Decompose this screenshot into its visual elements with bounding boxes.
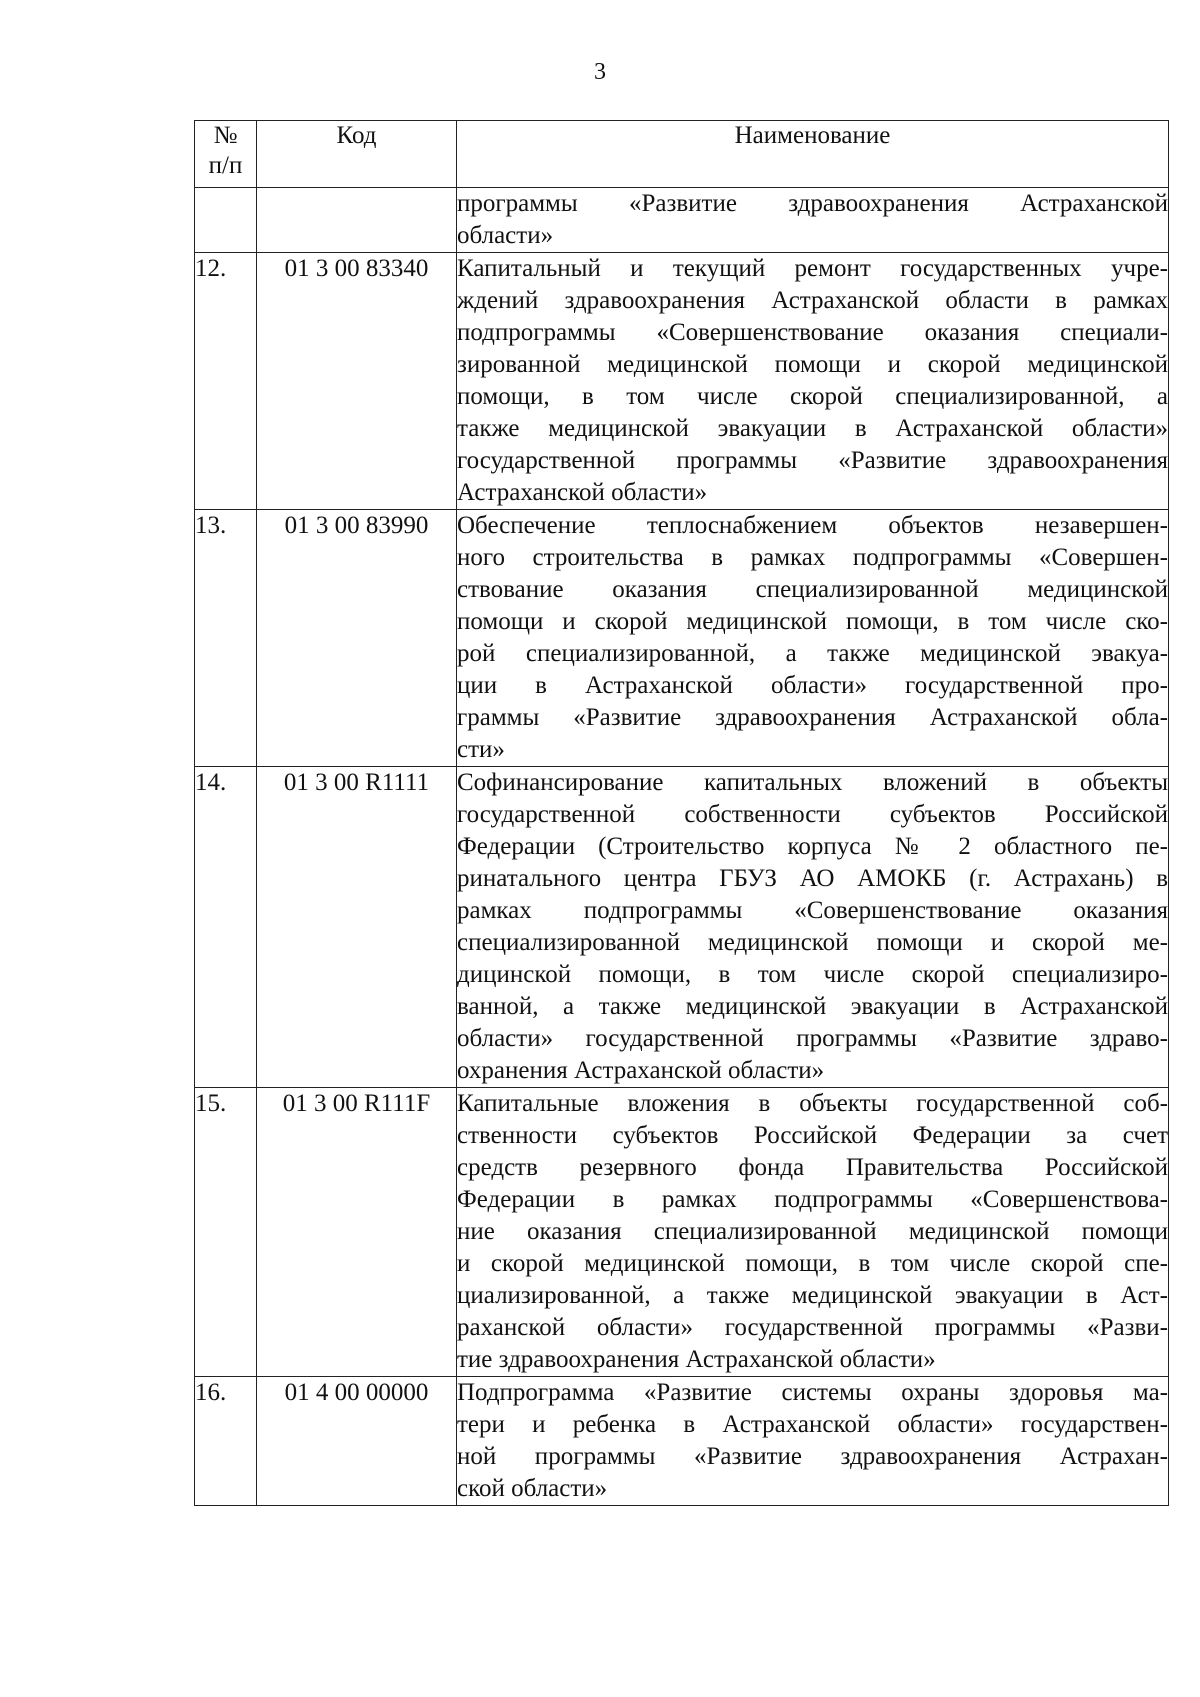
row-name [457,253,1169,510]
table-row [195,188,1169,253]
row-code: 01 3 00 83990 [257,510,457,767]
row-code: 01 4 00 00000 [257,1377,457,1506]
name-line: ного строительства в рамках подпрограммы «Совершен- [457,544,1168,571]
name-line: Федерации в рамках подпрограммы «Совершенствова- [457,1186,1168,1213]
row-name [457,510,1169,767]
name-line: помощи, в том числе скорой специализированной, а [457,383,1168,410]
name-line: рой специализированной, а также медицинской эвакуа- [457,640,1168,667]
name-line: раханской области» государственной программы «Разви- [457,1314,1168,1341]
table-row [195,1088,1169,1377]
name-line: Обеспечение теплоснабжением объектов незавершен- [457,512,1168,539]
row-code: 01 3 00 R1111 [257,767,457,1088]
row-number: 15. [195,1088,257,1377]
row-number: 14. [195,767,257,1088]
header-num [195,121,257,188]
name-line: подпрограммы «Совершенствование оказания специали- [457,319,1168,346]
name-line: Подпрограмма «Развитие системы охраны здоровья ма- [457,1379,1168,1406]
name-line: ждений здравоохранения Астраханской области в рамках [457,287,1168,314]
row-code: 01 3 00 R111F [257,1088,457,1377]
header-code: Код [257,121,457,188]
table-row [195,1377,1169,1506]
name-line: Капитальный и текущий ремонт государственных учре- [457,255,1168,282]
name-line: области» государственной программы «Развитие здраво- [457,1025,1168,1052]
table-row [195,253,1169,510]
name-line: Софинансирование капитальных вложений в объекты [457,769,1168,796]
name-line: помощи и скорой медицинской помощи, в том числе ско- [457,608,1168,635]
row-name [457,188,1169,253]
name-line: Астраханской области» [457,479,708,506]
name-line: ринатального центра ГБУЗ АО АМОКБ (г. Астрахань) в [457,865,1168,892]
name-line: дицинской помощи, в том числе скорой специализиро- [457,961,1168,988]
header-name: Наименование [457,121,1169,188]
name-line: Капитальные вложения в объекты государственной соб- [457,1090,1168,1117]
table-body [195,188,1169,1506]
row-number [195,188,257,253]
name-line: тие здравоохранения Астраханской области» [457,1346,936,1373]
name-line: области» [457,222,554,249]
name-line: и скорой медицинской помощи, в том числе скорой спе- [457,1250,1168,1277]
name-line: ственности субъектов Российской Федерации за счет [457,1122,1168,1149]
name-line: государственной собственности субъектов Российской [457,801,1168,828]
header-num-symbol: № [213,122,238,149]
name-line: средств резервного фонда Правительства Российской [457,1154,1168,1181]
row-code [257,188,457,253]
name-line: ской области» [457,1475,608,1502]
row-code: 01 3 00 83340 [257,253,457,510]
name-line: тери и ребенка в Астраханской области» государствен- [457,1411,1168,1438]
name-line: сти» [457,736,505,763]
name-line: Федерации (Строительство корпуса № 2 областного пе- [457,833,1168,860]
row-number: 16. [195,1377,257,1506]
table-row [195,510,1169,767]
name-line: зированной медицинской помощи и скорой медицинской [457,351,1168,378]
name-line: ние оказания специализированной медицинской помощи [457,1218,1168,1245]
name-line: специализированной медицинской помощи и скорой ме- [457,929,1168,956]
code-table [194,120,1169,1506]
name-line: ции в Астраханской области» государственной про- [457,672,1168,699]
name-line: государственной программы «Развитие здравоохранения [457,447,1168,474]
row-number: 12. [195,253,257,510]
header-num-abbrev: п/п [208,152,243,179]
name-line: граммы «Развитие здравоохранения Астраханской обла- [457,704,1168,731]
name-line: также медицинской эвакуации в Астраханской области» [457,415,1168,442]
table-header-row [195,121,1169,188]
row-name [457,767,1169,1088]
row-number: 13. [195,510,257,767]
name-line: циализированной, а также медицинской эвакуации в Аст- [457,1282,1168,1309]
row-name [457,1377,1169,1506]
name-line: ной программы «Развитие здравоохранения Астрахан- [457,1443,1168,1470]
table-row [195,767,1169,1088]
name-line: рамках подпрограммы «Совершенствование оказания [457,897,1168,924]
page-number: 3 [594,59,606,85]
name-line: ствование оказания специализированной медицинской [457,576,1168,603]
name-line: ванной, а также медицинской эвакуации в Астраханской [457,993,1168,1020]
row-name [457,1088,1169,1377]
name-line: программы «Развитие здравоохранения Астраханской [457,190,1168,217]
name-line: охранения Астраханской области» [457,1057,825,1084]
